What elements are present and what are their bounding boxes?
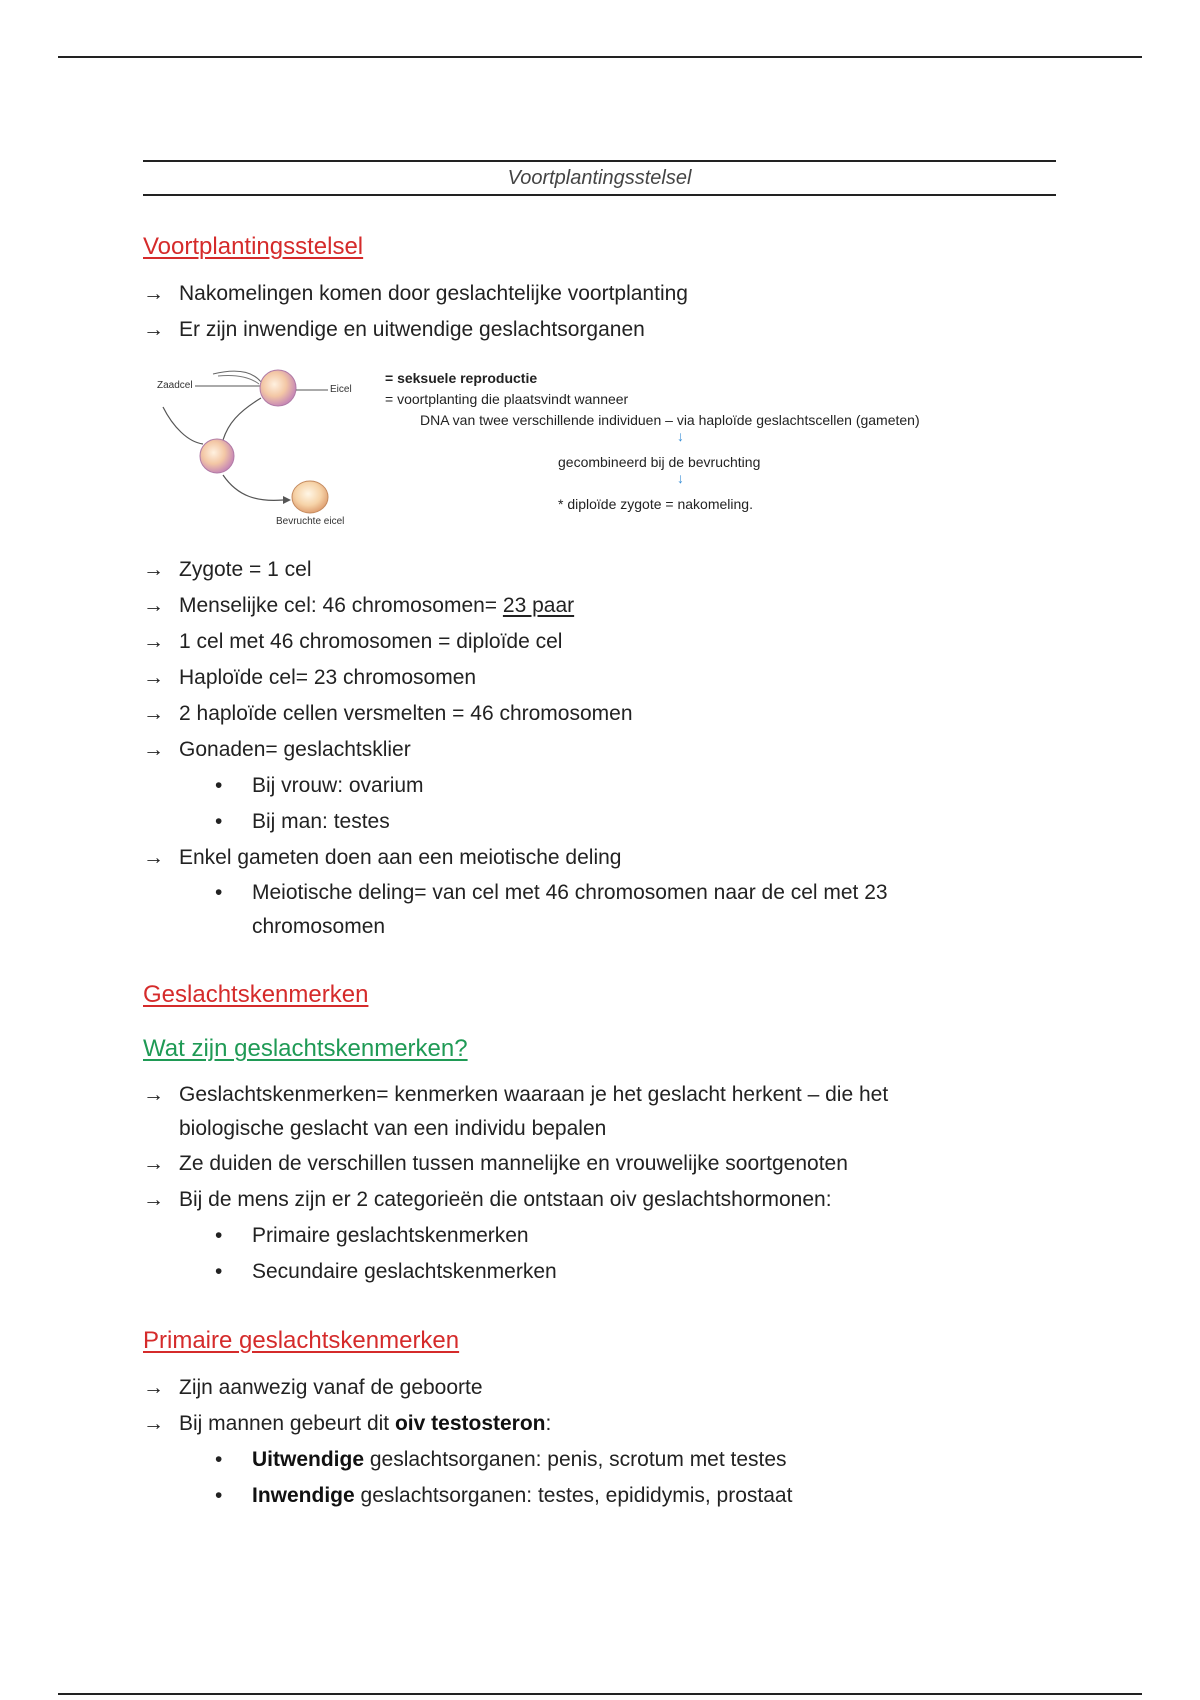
bullet-item: • Secundaire geslachtskenmerken (143, 1254, 1056, 1290)
list-item: → Bij de mens zijn er 2 categorieën die ontstaan oiv geslachtshormonen: (143, 1182, 1056, 1218)
diagram-text-line: = seksuele reproductie (385, 370, 538, 386)
zygote-cell (200, 439, 234, 473)
document-page (143, 160, 1056, 1514)
list-item: → Er zijn inwendige en uitwendige geslachtsorganen (143, 312, 1056, 348)
arrow-icon: → (143, 558, 164, 581)
arrow-icon: → (143, 318, 164, 341)
list-item: → Bij mannen gebeurt dit oiv testosteron: (143, 1406, 1056, 1442)
arrow-icon: → (143, 666, 164, 689)
section-title-primaire-geslachtskenmerken: Primaire geslachtskenmerken (143, 1327, 460, 1354)
sperm-tail (218, 375, 259, 384)
list-item: → Zijn aanwezig vanaf de geboorte (143, 1370, 1056, 1406)
list-item: → Nakomelingen komen door geslachtelijke voortplanting (143, 276, 1056, 312)
list-item: → 2 haploïde cellen versmelten = 46 chromosomen (143, 696, 1056, 732)
section-title-geslachtskenmerken: Geslachtskenmerken (143, 981, 369, 1008)
section-title-voortplantingsstelsel: Voortplantingsstelsel (143, 233, 364, 260)
list-item: → Geslachtskenmerken= kenmerken waaraan je het geslacht herkent – die het (143, 1078, 1056, 1112)
bullet-item: • Primaire geslachtskenmerken (143, 1218, 1056, 1254)
list-item: → Haploïde cel= 23 chromosomen (143, 660, 1056, 696)
list-item: → Zygote = 1 cel (143, 552, 1056, 588)
running-header (143, 160, 1056, 196)
flow-arrow (223, 398, 261, 440)
diagram-text-line: = voortplanting die plaatsvindt wanneer (385, 391, 629, 407)
subsection-title: Wat zijn geslachtskenmerken? (143, 1035, 468, 1062)
top-page-rule (58, 56, 1142, 58)
arrow-icon: → (143, 1083, 164, 1106)
bullet-icon: • (215, 774, 223, 797)
arrow-icon: → (143, 1412, 164, 1435)
running-header-title: Voortplantingsstelsel (507, 166, 692, 189)
list-item: → Gonaden= geslachtsklier (143, 732, 1056, 768)
label-eicel: Eicel (330, 384, 352, 395)
arrow-icon: → (143, 738, 164, 761)
arrow-icon: → (143, 846, 164, 869)
arrow-icon: → (143, 282, 164, 305)
fertilized-egg-cell (292, 481, 328, 513)
arrow-icon: → (143, 1188, 164, 1211)
flow-arrow (163, 407, 203, 444)
arrow-icon: → (143, 594, 164, 617)
bullet-icon: • (215, 1484, 223, 1507)
bullet-item: • Bij vrouw: ovarium (143, 768, 1056, 804)
arrow-icon: → (143, 1376, 164, 1399)
arrow-icon: → (143, 630, 164, 653)
label-zaadcel: Zaadcel (157, 380, 193, 391)
list-item: → Ze duiden de verschillen tussen mannelijke en vrouwelijke soortgenoten (143, 1146, 1056, 1182)
bullet-icon: • (215, 881, 223, 904)
arrow-icon: → (143, 702, 164, 725)
arrow-head (283, 496, 291, 504)
bullet-item: • Inwendige geslachtsorganen: testes, epididymis, prostaat (143, 1478, 1056, 1514)
bullet-icon: • (215, 1448, 223, 1471)
diagram-text-line: DNA van twee verschillende individuen – via haploïde geslachtscellen (gameten) (420, 412, 920, 428)
list-item-continuation: biologische geslacht van een individu bepalen (179, 1117, 607, 1140)
diagram-text-line: gecombineerd bij de bevruchting (558, 454, 761, 470)
bullet-icon: • (215, 1260, 223, 1283)
bullet-item: • Bij man: testes (143, 804, 1056, 840)
flow-arrow (223, 475, 283, 500)
bottom-page-rule (58, 1693, 1142, 1695)
egg-cell (260, 370, 296, 406)
bullet-item: • Uitwendige geslachtsorganen: penis, scrotum met testes (143, 1442, 1056, 1478)
list-item: → 1 cel met 46 chromosomen = diploïde cel (143, 624, 1056, 660)
bullet-item: • Meiotische deling= van cel met 46 chromosomen naar de cel met 23 (143, 876, 1056, 910)
bullet-item-continuation: chromosomen (252, 915, 386, 938)
list-item: → Menselijke cel: 46 chromosomen= 23 paar (143, 588, 1056, 624)
bullet-icon: • (215, 810, 223, 833)
list-item: → Enkel gameten doen aan een meiotische deling (143, 840, 1056, 876)
fertilization-diagram (143, 362, 1056, 542)
diagram-text-line: * diploïde zygote = nakomeling. (558, 496, 753, 512)
arrow-icon: → (143, 1152, 164, 1175)
down-arrow-icon: ↓ (677, 428, 684, 444)
bullet-icon: • (215, 1224, 223, 1247)
down-arrow-icon: ↓ (677, 470, 684, 486)
label-bevruchte-eicel: Bevruchte eicel (276, 516, 345, 527)
